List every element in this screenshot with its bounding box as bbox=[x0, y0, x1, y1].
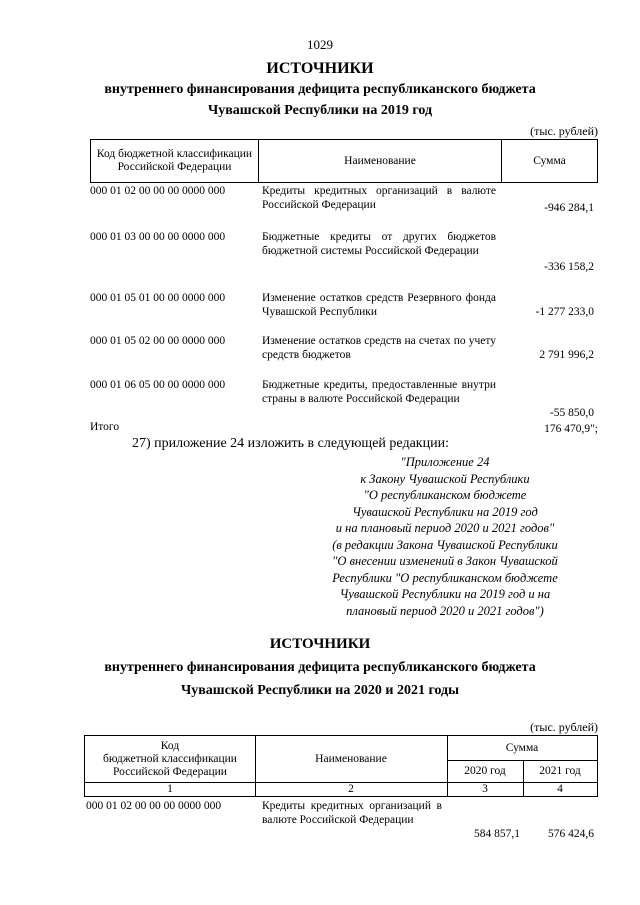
appendix-line: (в редакции Закона Чувашской Республики bbox=[332, 537, 558, 552]
row-code: 000 01 02 00 00 00 0000 000 bbox=[90, 185, 226, 197]
header-code-line: Российской Федерации bbox=[113, 765, 227, 778]
row-code: 000 01 05 01 00 00 0000 000 bbox=[90, 292, 226, 304]
table-row bbox=[0, 799, 640, 847]
table-row bbox=[0, 291, 640, 325]
section1-subtitle-line1: внутреннего финансирования дефицита республиканского бюджета bbox=[104, 82, 536, 97]
row-name: Изменение остатков средств на счетах по учету средств бюджетов bbox=[262, 335, 496, 361]
section1-subtitle-line2: Чувашской Республики на 2019 год bbox=[207, 103, 433, 118]
row-sum: -1 277 233,0 bbox=[535, 306, 594, 318]
appendix-line: и на плановый период 2020 и 2021 годов" bbox=[335, 521, 555, 535]
table-row bbox=[0, 230, 640, 280]
row-name: Кредиты кредитных организаций в валюте Российской Федерации bbox=[262, 800, 442, 826]
header-year-2020: 2020 год bbox=[464, 764, 506, 777]
row-sum-2021: 576 424,6 bbox=[548, 828, 594, 840]
header-code bbox=[85, 736, 255, 782]
appendix-line: Чувашской Республики на 2019 год и на bbox=[339, 587, 551, 601]
appendix-line: к Закону Чувашской Республики bbox=[360, 471, 530, 486]
row-code: 000 01 05 02 00 00 0000 000 bbox=[90, 335, 226, 347]
row-sum: 2 791 996,2 bbox=[539, 349, 594, 361]
section2-subtitle-line2: Чувашской Республики на 2020 и 2021 годы bbox=[180, 683, 460, 698]
table-row bbox=[0, 184, 640, 224]
section1-table-header bbox=[90, 139, 598, 183]
header-name: Наименование bbox=[259, 140, 502, 182]
row-name: Изменение остатков средств Резервного фонда Чувашской Республики bbox=[262, 292, 496, 318]
section1-title: ИСТОЧНИКИ bbox=[266, 60, 374, 77]
appendix-line: Чувашской Республики на 2019 год bbox=[352, 504, 538, 519]
section1-units: (тыс. рублей) bbox=[530, 124, 598, 138]
appendix-line: "О внесении изменений в Закон Чувашской bbox=[332, 554, 558, 568]
column-number: 2 bbox=[348, 783, 354, 795]
header-sum: Сумма bbox=[505, 741, 539, 754]
appendix-line: Республики "О республиканском бюджете bbox=[332, 570, 558, 585]
page-number: 1029 bbox=[307, 37, 333, 52]
row-name: Бюджетные кредиты, предоставленные внутри страны в валюте Российской Федерации bbox=[262, 379, 496, 405]
section2-table-header bbox=[84, 735, 598, 797]
column-number: 4 bbox=[557, 783, 563, 795]
header-code: Код бюджетной классификации Российской Федерации bbox=[91, 140, 259, 182]
row-sum: -946 284,1 bbox=[544, 202, 594, 214]
appendix-note bbox=[300, 454, 590, 619]
table-row bbox=[0, 334, 640, 368]
row-name: Кредиты кредитных организаций в валюте Российской Федерации bbox=[262, 185, 496, 211]
section2-title: ИСТОЧНИКИ bbox=[269, 636, 371, 652]
section2-units: (тыс. рублей) bbox=[530, 720, 598, 734]
row-code: 000 01 06 05 00 00 0000 000 bbox=[90, 379, 226, 391]
row-name: Бюджетные кредиты от других бюджетов бюджетной системы Российской Федерации bbox=[262, 231, 496, 257]
total-label: Итого bbox=[90, 421, 120, 433]
column-number: 3 bbox=[482, 783, 488, 795]
instruction-text: 27) приложение 24 изложить в следующей редакции: bbox=[132, 436, 449, 451]
header-year-2021: 2021 год bbox=[539, 764, 581, 777]
row-sum: -336 158,2 bbox=[544, 261, 594, 273]
header-name: Наименование bbox=[315, 752, 387, 765]
table-row bbox=[0, 378, 640, 426]
row-sum: -55 850,0 bbox=[549, 407, 594, 419]
header-sum: Сумма bbox=[533, 154, 566, 167]
appendix-line: "О республиканском бюджете bbox=[363, 488, 527, 502]
header-code-line: бюджетной классификации bbox=[103, 752, 237, 765]
appendix-line: "Приложение 24 bbox=[400, 455, 490, 469]
appendix-line: плановый период 2020 и 2021 годов") bbox=[346, 603, 544, 618]
row-sum-2020: 584 857,1 bbox=[474, 828, 520, 840]
total-row bbox=[0, 420, 640, 436]
section2-subtitle-line1: внутреннего финансирования дефицита республиканского бюджета bbox=[104, 660, 536, 675]
header-code-line: Код bbox=[160, 739, 180, 752]
total-value: 176 470,9"; bbox=[544, 423, 598, 435]
column-number: 1 bbox=[167, 783, 173, 795]
row-code: 000 01 03 00 00 00 0000 000 bbox=[90, 231, 226, 243]
row-code: 000 01 02 00 00 00 0000 000 bbox=[86, 800, 222, 812]
